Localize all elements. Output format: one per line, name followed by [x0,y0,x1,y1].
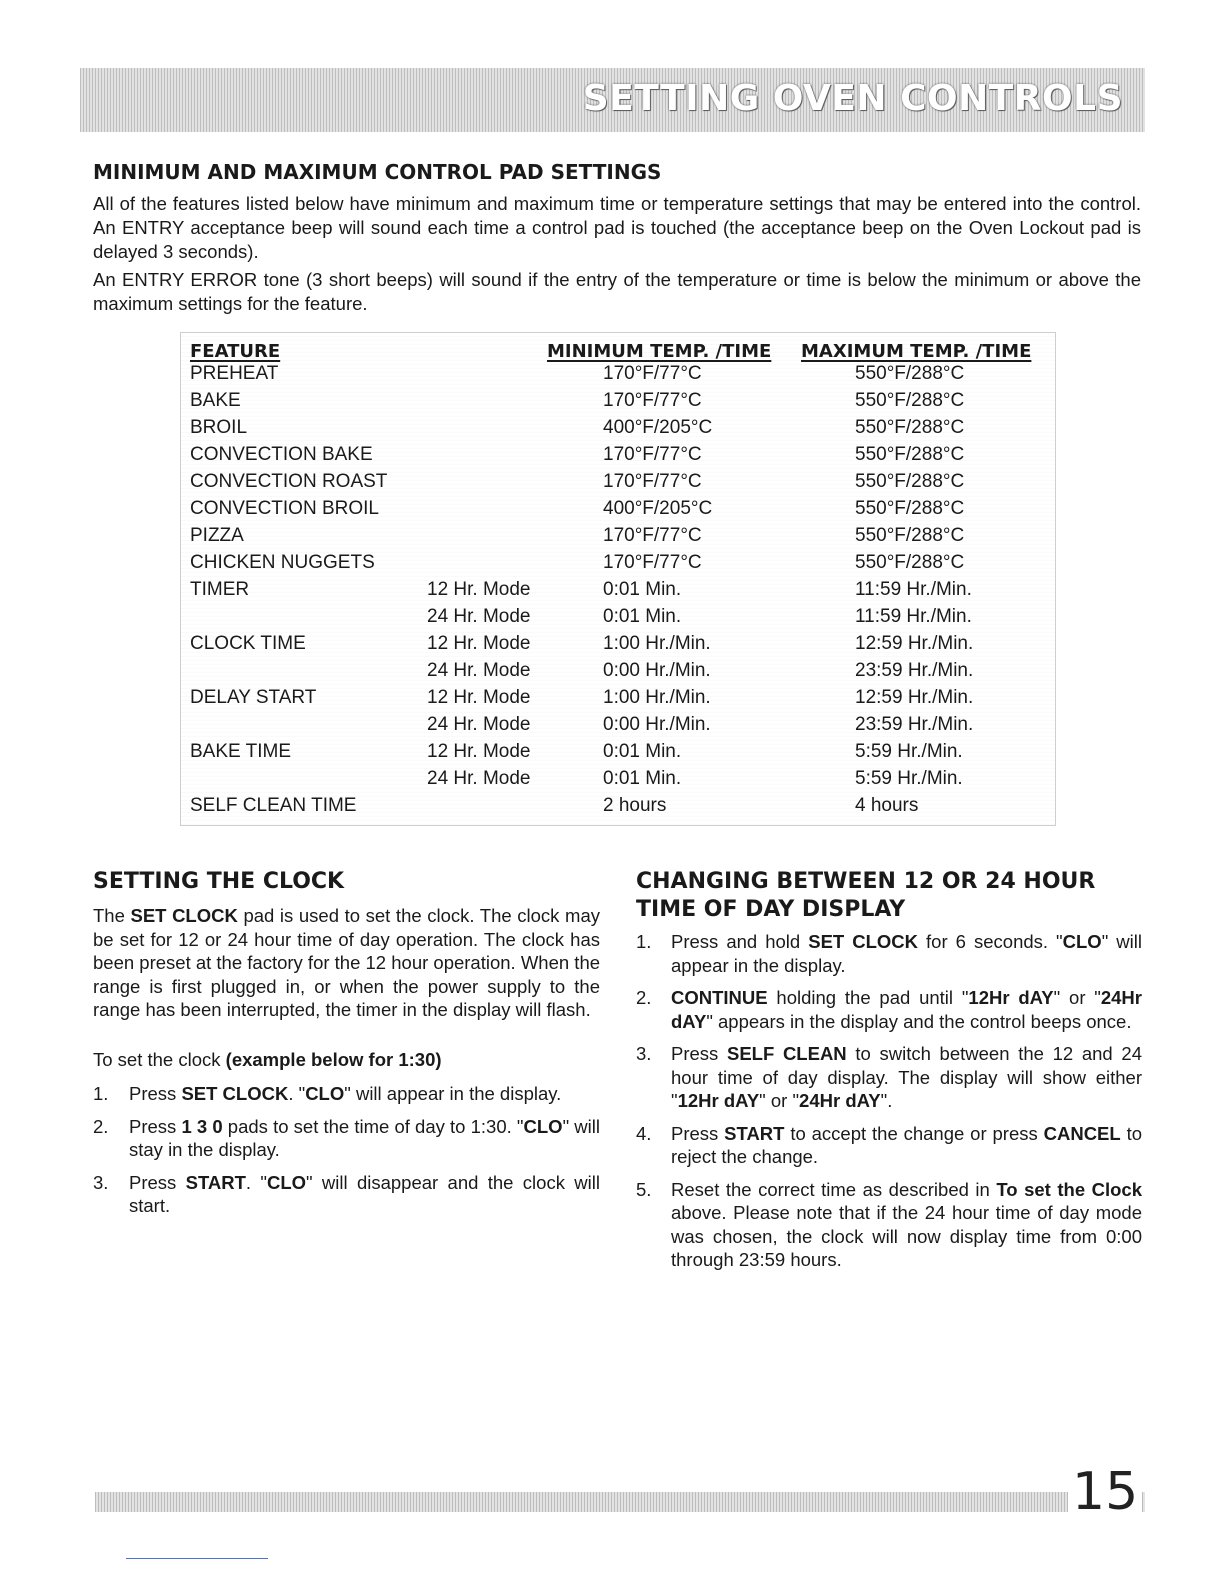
banner-title: SETTING OVEN CONTROLS [582,78,1123,119]
max-cell: 23:59 Hr./Min. [855,714,974,735]
text-run: " will appear in the display. [671,931,1142,976]
table-row [181,522,1055,549]
table-row [181,603,1055,630]
bold-text: CLO [266,1171,307,1193]
text-run: " will disappear and the clock will start. [129,1171,600,1216]
bold-text: SET CLOCK [181,1083,289,1104]
bold-text: 12Hr dAY [968,987,1054,1008]
min-cell: 170°F/77°C [603,552,702,573]
min-cell: 170°F/77°C [603,363,702,384]
footer-band [95,1492,1145,1512]
max-cell: 550°F/288°C [855,390,965,411]
table-row [181,414,1055,441]
feature-cell: BAKE TIME [190,741,292,762]
text-run: to reject the change. [671,1122,1143,1167]
step-item [636,1178,1142,1272]
setting-clock-paragraph [93,904,600,1022]
min-cell: 400°F/205°C [603,417,713,438]
min-cell: 170°F/77°C [603,471,702,492]
max-cell: 550°F/288°C [855,363,965,384]
bold-text: CLO [1062,931,1102,952]
max-cell: 4 hours [855,795,919,816]
max-cell: 550°F/288°C [855,417,965,438]
min-cell: 170°F/77°C [603,444,702,465]
text-run: " or " [759,1090,800,1111]
max-cell: 23:59 Hr./Min. [855,660,974,681]
set-clock-steps [93,1082,600,1227]
bold-text: START [724,1122,785,1144]
step-item [636,1122,1142,1169]
table-row [181,387,1055,414]
table-row [181,360,1055,387]
bold-text: SELF CLEAN [726,1043,847,1064]
max-cell: 550°F/288°C [855,498,965,519]
feature-cell: TIMER [190,579,250,600]
max-cell: 550°F/288°C [855,444,965,465]
step-item [93,1171,600,1218]
bold-text: To set the Clock [996,1178,1143,1200]
max-cell: 5:59 Hr./Min. [855,768,963,789]
step-number: 2. [636,987,652,1008]
table-row [181,792,1055,819]
table-row [181,684,1055,711]
text-run: Press [129,1171,186,1193]
max-cell: 11:59 Hr./Min. [855,579,972,600]
table-row [181,765,1055,792]
max-cell: 11:59 Hr./Min. [855,606,972,627]
settings-table [180,332,1056,826]
bottom-divider [126,1558,268,1559]
table-row [181,468,1055,495]
text-run: " will stay in the display. [129,1115,600,1160]
table-row [181,738,1055,765]
change-display-heading: CHANGING BETWEEN 12 OR 24 HOUR TIME OF DAY DISPLAY [636,869,1096,922]
step-number: 5. [636,1178,652,1200]
mode-cell: 24 Hr. Mode [427,768,531,789]
bold-text: SET CLOCK [808,931,919,952]
bold-text: 24Hr dAY [671,987,1142,1032]
feature-cell: CONVECTION BROIL [190,498,379,519]
feature-cell: CONVECTION ROAST [190,471,388,492]
setting-clock-heading: SETTING THE CLOCK [93,869,345,894]
text-run: Press and hold [671,931,809,952]
feature-cell: PREHEAT [190,363,279,384]
min-max-heading: MINIMUM AND MAXIMUM CONTROL PAD SETTINGS [93,160,662,184]
min-cell: 1:00 Hr./Min. [603,633,711,654]
feature-cell: PIZZA [190,525,244,546]
text-run: Press [671,1043,727,1064]
mode-cell: 24 Hr. Mode [427,714,531,735]
feature-cell: CHICKEN NUGGETS [190,552,375,573]
step-item [93,1082,600,1106]
table-row [181,630,1055,657]
bold-text: 1 3 0 [181,1115,223,1137]
text-run: pads to set the time of day to 1:30. " [222,1115,524,1137]
min-cell: 0:00 Hr./Min. [603,660,711,681]
step-number: 3. [636,1043,652,1064]
feature-cell: BAKE [190,390,241,411]
text-run: . " [288,1083,306,1104]
bold-text: 12Hr dAY [677,1090,760,1111]
text-run: " will appear in the display. [344,1083,562,1104]
text-run: Press [129,1115,182,1137]
bold-text: CLO [523,1115,563,1137]
bold-text: CONTINUE [671,987,768,1008]
table-row [181,441,1055,468]
min-cell: 170°F/77°C [603,525,702,546]
bold-text: (example below for 1:30) [220,1049,442,1070]
min-cell: 0:00 Hr./Min. [603,714,711,735]
min-cell: 170°F/77°C [603,390,702,411]
max-cell: 12:59 Hr./Min. [855,633,974,654]
header-feature: FEATURE [190,341,281,362]
bold-text: CANCEL [1043,1122,1121,1144]
min-cell: 0:01 Min. [603,768,682,789]
text-run: " or " [1053,987,1101,1008]
text-run: above. Please note that if the 24 hour time of day mode was chosen, the clock will now display time from 0:00 through 23:59 hours. [671,1202,1142,1270]
step-item [93,1115,600,1162]
bold-text: START [185,1171,246,1193]
table-row [181,495,1055,522]
min-max-paragraph-1: All of the features listed below have minimum and maximum time or temperature settings that may be entered into the control. An ENTRY acceptance beep will sound each time a control pad is touched (the acceptance beep on the Oven Lockout pad is delayed 3 seconds). [93,193,1141,262]
section-banner [80,68,1145,132]
change-display-steps [636,930,1142,1281]
min-cell: 0:01 Min. [603,606,682,627]
min-cell: 0:01 Min. [603,741,682,762]
text-run: Reset the correct time as described in [671,1178,997,1200]
table-row [181,711,1055,738]
text-run: To set the clock [93,1049,221,1070]
header-maximum: MAXIMUM TEMP. /TIME [801,341,1032,362]
set-clock-example-line [93,1048,600,1072]
mode-cell: 12 Hr. Mode [427,579,531,600]
mode-cell: 24 Hr. Mode [427,606,531,627]
max-cell: 550°F/288°C [855,525,965,546]
max-cell: 550°F/288°C [855,471,965,492]
text-run: to accept the change or press [784,1122,1044,1144]
bold-text: SET CLOCK [130,905,238,926]
header-minimum: MINIMUM TEMP. /TIME [547,341,772,362]
feature-cell: SELF CLEAN TIME [190,795,357,816]
step-item [636,1042,1142,1113]
mode-cell: 12 Hr. Mode [427,687,531,708]
mode-cell: 24 Hr. Mode [427,660,531,681]
text-run: The [93,905,131,926]
feature-cell: CLOCK TIME [190,633,306,654]
table-row [181,549,1055,576]
mode-cell: 12 Hr. Mode [427,741,531,762]
min-max-paragraph-2: An ENTRY ERROR tone (3 short beeps) will sound if the entry of the temperature or time is below the minimum or above the maximum settings for the feature. [93,269,1141,314]
table-row [181,657,1055,684]
text-run: pad is used to set the clock. The clock may be set for 12 or 24 hour time of day operation. The clock has been preset at the factory for the 12 hour operation. When the range is first plugged in, or when the power supply to the range has been interrupted, the timer in the display will flash. [93,905,601,1020]
text-run: ". [880,1090,893,1111]
text-run: to switch between the 12 and 24 hour time of day display. The display will show either " [671,1043,1142,1111]
step-number: 1. [636,931,652,952]
page-number: 15 [1068,1462,1142,1522]
step-item [636,986,1142,1033]
mode-cell: 12 Hr. Mode [427,633,531,654]
min-cell: 2 hours [603,795,667,816]
step-number: 1. [93,1083,109,1104]
step-number: 3. [93,1171,109,1193]
text-run: for 6 seconds. " [918,931,1063,952]
min-cell: 400°F/205°C [603,498,713,519]
min-cell: 0:01 Min. [603,579,682,600]
max-cell: 550°F/288°C [855,552,965,573]
max-cell: 5:59 Hr./Min. [855,741,963,762]
step-item [636,930,1142,977]
bold-text: 24Hr dAY [799,1090,881,1111]
step-number: 4. [636,1122,652,1144]
bold-text: CLO [305,1083,345,1104]
feature-cell: CONVECTION BAKE [190,444,373,465]
max-cell: 12:59 Hr./Min. [855,687,974,708]
text-run: . " [245,1171,267,1193]
min-cell: 1:00 Hr./Min. [603,687,711,708]
feature-cell: DELAY START [190,687,317,708]
table-row [181,576,1055,603]
text-run: holding the pad until " [767,987,969,1008]
step-number: 2. [93,1115,109,1137]
feature-cell: BROIL [190,417,248,438]
text-run: Press [129,1083,182,1104]
text-run: Press [671,1122,725,1144]
text-run: " appears in the display and the control beeps once. [706,1010,1132,1032]
